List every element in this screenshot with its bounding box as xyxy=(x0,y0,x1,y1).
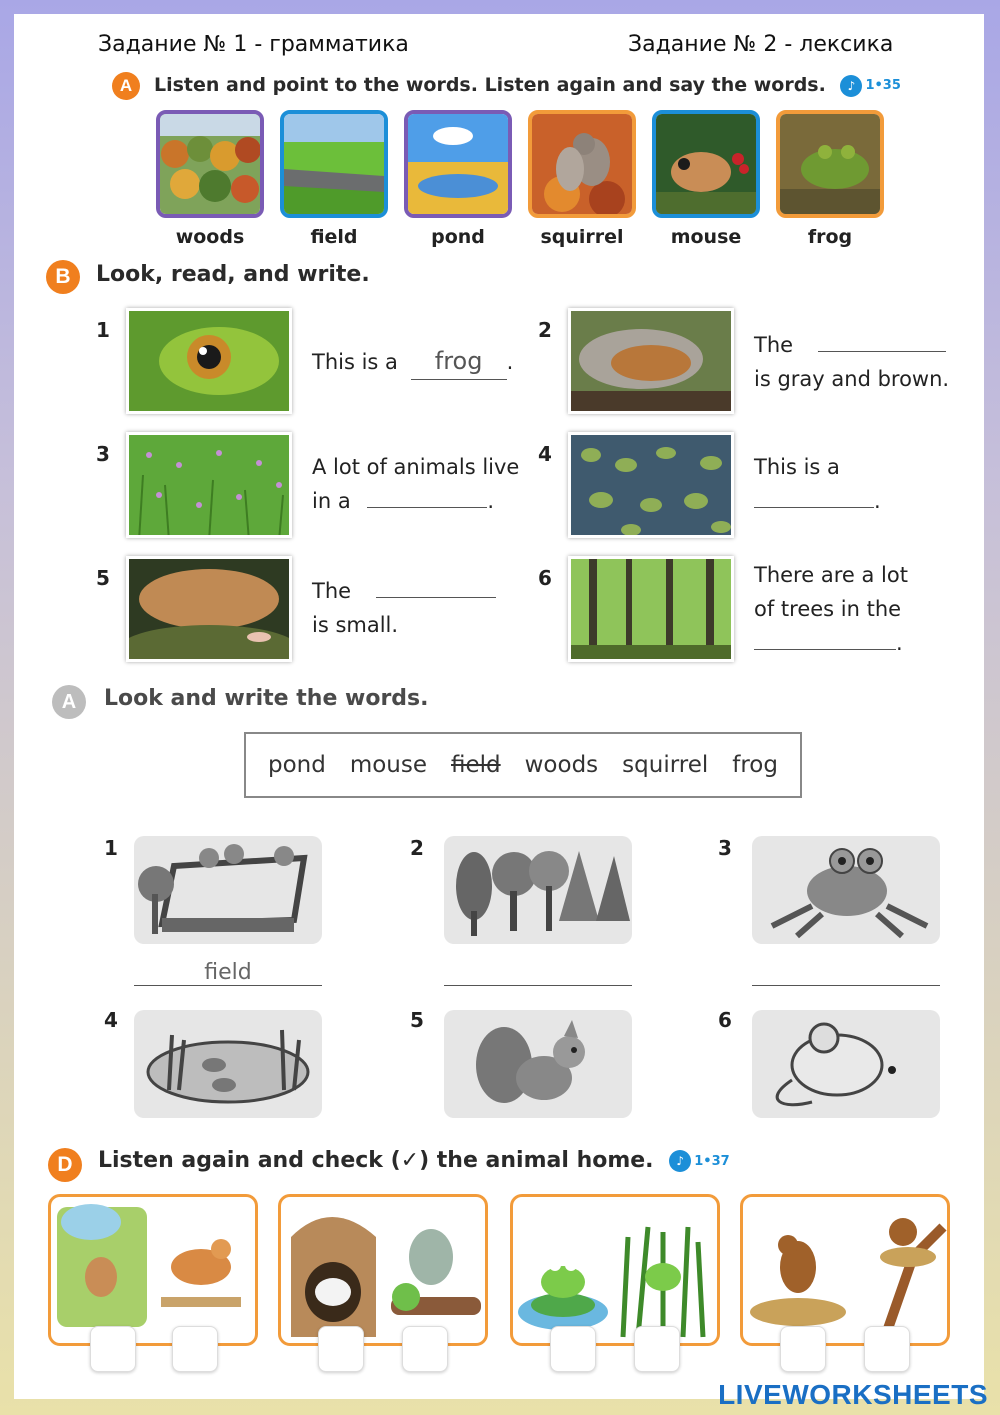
sentence-text: in a xyxy=(312,489,351,513)
pond-lilypads-photo xyxy=(568,432,734,538)
worksheet-page xyxy=(14,14,984,1399)
section-d-badge: D xyxy=(48,1148,82,1182)
word-mouse: mouse xyxy=(670,226,742,248)
field-drawing xyxy=(134,836,322,944)
section-d-instruction xyxy=(98,1148,730,1173)
section-d-instruction-text: Listen again and check (✓) the animal home. xyxy=(98,1148,654,1173)
sentence-text: is small. xyxy=(312,613,399,637)
answer-blank[interactable] xyxy=(411,344,507,380)
section-b-badge: B xyxy=(46,260,80,294)
squirrel-picture xyxy=(528,110,636,218)
frog-eye-photo xyxy=(126,308,292,414)
item-3-sentence xyxy=(312,450,519,518)
section-a-badge: A xyxy=(112,72,140,100)
word-woods: woods xyxy=(175,226,245,248)
word-frog: frog xyxy=(807,226,853,248)
item-number: 3 xyxy=(718,836,732,860)
item-5-sentence xyxy=(312,574,496,642)
item-number: 3 xyxy=(96,442,110,466)
answer-blank[interactable] xyxy=(754,649,896,650)
woods-drawing xyxy=(444,836,632,944)
field-picture xyxy=(280,110,388,218)
pond-picture xyxy=(404,110,512,218)
audio-icon: ♪ xyxy=(840,75,862,97)
frog-picture xyxy=(776,110,884,218)
mouse-picture xyxy=(652,110,760,218)
sentence-text: The xyxy=(312,579,352,603)
audio-track-label: 1•35 xyxy=(865,78,901,93)
sentence-text: This is a xyxy=(754,455,840,479)
check-box-3b[interactable] xyxy=(634,1326,680,1372)
squirrel-tail-photo xyxy=(568,308,734,414)
word-bank-item: mouse xyxy=(349,752,428,778)
word-field: field xyxy=(310,226,358,248)
answer-line-2[interactable] xyxy=(444,984,632,986)
sentence-text: of trees in the xyxy=(754,597,902,621)
word-bank-item: squirrel xyxy=(622,752,709,778)
audio-track-label: 1•37 xyxy=(694,1153,730,1169)
audio-button[interactable] xyxy=(840,75,900,97)
check-box-2a[interactable] xyxy=(318,1326,364,1372)
item-number: 2 xyxy=(410,836,424,860)
woods-photo xyxy=(568,556,734,662)
word-bank-item: frog xyxy=(732,752,778,778)
item-number: 4 xyxy=(538,442,552,466)
section-a2-badge: A xyxy=(52,685,86,719)
item-number: 1 xyxy=(104,836,118,860)
word-bank-item: woods xyxy=(524,752,599,778)
squirrel-home-card xyxy=(278,1194,488,1346)
section-a2-instruction: Look and write the words. xyxy=(104,686,429,711)
word-pond: pond xyxy=(431,226,485,248)
mouse-drawing xyxy=(752,1010,940,1118)
item-number: 2 xyxy=(538,318,552,342)
check-box-3a[interactable] xyxy=(550,1326,596,1372)
answer-blank[interactable] xyxy=(818,351,946,352)
bird-home-card xyxy=(740,1194,950,1346)
item-2-sentence xyxy=(754,328,949,396)
check-box-1a[interactable] xyxy=(90,1326,136,1372)
check-box-4a[interactable] xyxy=(780,1326,826,1372)
sentence-period: . xyxy=(896,631,903,655)
item-number: 1 xyxy=(96,318,110,342)
item-number: 6 xyxy=(538,566,552,590)
check-box-2b[interactable] xyxy=(402,1326,448,1372)
item-1-sentence xyxy=(312,344,513,380)
word-squirrel: squirrel xyxy=(540,226,624,248)
answer-blank[interactable] xyxy=(376,597,496,598)
mouse-home-card xyxy=(48,1194,258,1346)
item-4-sentence xyxy=(754,450,881,518)
task-2-heading: Задание № 2 - лексика xyxy=(628,32,894,57)
frog-home-card xyxy=(510,1194,720,1346)
answer-line-1[interactable] xyxy=(134,984,322,986)
answer-blank[interactable] xyxy=(367,507,487,508)
sentence-text: is gray and brown. xyxy=(754,367,950,391)
section-a-instruction-text: Listen and point to the words. Listen again and say the words. xyxy=(154,74,826,96)
item-number: 6 xyxy=(718,1008,732,1032)
section-a-instruction xyxy=(154,74,901,97)
section-b-instruction: Look, read, and write. xyxy=(96,262,370,287)
item-number: 5 xyxy=(96,566,110,590)
audio-button[interactable] xyxy=(669,1150,729,1172)
pond-drawing xyxy=(134,1010,322,1118)
word-bank-item: pond xyxy=(267,752,326,778)
field-flowers-photo xyxy=(126,432,292,538)
word-bank xyxy=(244,732,802,798)
audio-icon: ♪ xyxy=(669,1150,691,1172)
answer-line-3[interactable] xyxy=(752,984,940,986)
sentence-text: There are a lot xyxy=(754,563,908,587)
sentence-period: . xyxy=(874,489,881,513)
sentence-period: . xyxy=(506,350,514,374)
mouse-photo xyxy=(126,556,292,662)
woods-picture xyxy=(156,110,264,218)
squirrel-drawing xyxy=(444,1010,632,1118)
item-6-sentence xyxy=(754,558,908,660)
check-box-1b[interactable] xyxy=(172,1326,218,1372)
sentence-text: This is a xyxy=(312,350,398,374)
answer-blank[interactable] xyxy=(754,507,874,508)
task-1-heading: Задание № 1 - грамматика xyxy=(98,32,409,57)
answer-text: frog xyxy=(434,347,483,375)
sentence-text: The xyxy=(754,333,794,357)
sentence-period: . xyxy=(487,489,495,513)
check-box-4b[interactable] xyxy=(864,1326,910,1372)
liveworksheets-logo: LIVEWORKSHEETS xyxy=(718,1379,988,1410)
word-bank-item-struck: field xyxy=(451,752,501,778)
frog-drawing xyxy=(752,836,940,944)
sentence-text: A lot of animals live xyxy=(312,455,520,479)
item-number: 5 xyxy=(410,1008,424,1032)
item-number: 4 xyxy=(104,1008,118,1032)
answer-text: field xyxy=(204,960,252,985)
